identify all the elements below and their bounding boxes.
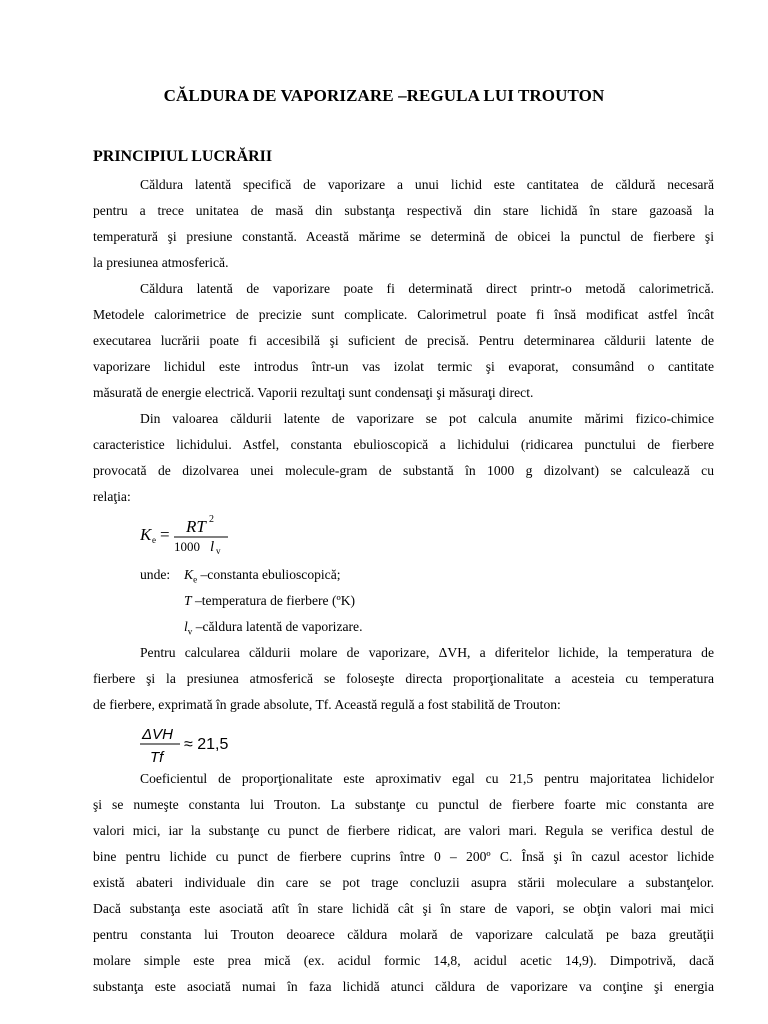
paragraph-line: Metodele calorimetrice de precizie sunt complicate. Calorimetrul poate fi însă modificat astfel încât [93,307,714,322]
paragraph-line: Coeficientul de proporţionalitate este aproximativ egal cu 21,5 pentru majoritatea lichidelor [140,771,714,786]
trouton-relation: ≈ 21,5 [184,736,229,753]
equation-numerator-sup: 2 [209,514,214,525]
paragraph-line: caracteristice lichidului. Astfel, constanta ebulioscopică a lichidului (ridicarea punctului de fierbere [93,437,714,452]
paragraph-line: provocată de dizolvarea unei molecule-gram de substantă în 1000 g dizolvant) se calculează cu [93,463,714,478]
legend-intro: unde: [140,567,171,582]
paragraph-line: bine pentru lichide cu punct de fierbere cuprins între 0 – 200º C. Însă şi în cazul acestor lichide [93,849,714,864]
legend-text: –căldura latentă de vaporizare. [195,619,363,634]
paragraph-line: Căldura latentă de vaporizare poate fi determinată direct printr-o metodă calorimetrică. [140,281,714,296]
legend-item [184,592,355,610]
legend-symbol-sub: e [193,574,198,585]
legend-item [184,566,341,584]
paragraph-line: Pentru calcularea căldurii molare de vaporizare, ΔVH, a diferitelor lichide, la temperatura de [140,645,714,660]
equation-denominator-var: l [210,539,215,555]
paragraph-line: pentru a trece unitatea de masă din substanţa respectivă din stare lichidă în stare gazoasă la [93,203,714,218]
paragraph-line: Din valoarea căldurii latente de vaporizare se pot calcula anumite mărimi fizico-chimice [140,411,714,426]
trouton-rule-equation [140,722,250,768]
paragraph-line: valori mici, iar la substanţe cu punct de fierbere ridicat, are valori mari. Regula se verifica destul de [93,823,714,838]
paragraph-line: Căldura latentă specifică de vaporizare a unui lichid este cantitatea de căldură necesară [140,177,714,192]
paragraph-line: pentru constanta lui Trouton deoarece căldura molară de vaporizare calculată pe baza greutăţii [93,927,714,942]
paragraph-line: de fierbere, exprimată în grade absolute, Tf. Această regulă a fost stabilită de Trouton: [93,697,561,712]
svg-text:=: = [160,525,170,544]
equation-numerator: RT [186,517,206,536]
paragraph-line: la presiunea atmosferică. [93,255,229,270]
equation-denominator-sub: v [216,546,221,556]
legend-symbol: l [184,619,188,634]
paragraph-line: relaţia: [93,489,131,504]
ebullioscopic-constant-equation [140,513,230,559]
paragraph-line: măsurată de energie electrică. Vaporii rezultaţi sunt condensaţi şi măsuraţi direct. [93,385,534,400]
paragraph-line: şi se numeşte constanta lui Trouton. La substanţe cu punctul de fierbere foarte mic constanta are [93,797,714,812]
legend-text: –temperatura de fierbere (ºK) [194,593,356,608]
section-heading: PRINCIPIUL LUCRĂRII [93,148,273,165]
equation-lhs: K [140,525,152,544]
paragraph-line: temperatură şi presiune constantă. Această mărime se determină de obicei la punctul de fierbere şi [93,229,714,244]
paragraph-line: substanţa este asociată numai în faza lichidă atunci căldura de vaporizare va conţine şi energia [93,979,714,994]
legend-item [184,618,363,636]
legend-symbol: K [184,567,194,582]
trouton-denominator: Tf [150,749,164,766]
legend-symbol: T [184,593,192,608]
equation-lhs-sub: e [152,535,156,545]
paragraph-line: vaporizare lichidul este introdus într-un vas izolat termic şi evaporat, consumând o cantitate [93,359,714,374]
paragraph-line: executarea lucrării poate fi accesibilă şi suficient de precisă. Pentru determinarea căldurii latente de [93,333,714,348]
equation-denominator: 1000 [174,539,200,554]
legend-text: –constanta ebulioscopică; [200,567,341,582]
paragraph-line: molare simple este prea mică (ex. acidul formic 14,8, acidul acetic 14,9). Dimpotrivă, dacă [93,953,714,968]
page-title: CĂLDURA DE VAPORIZARE –REGULA LUI TROUTON [163,86,605,105]
paragraph-line: există abateri individuale din care se pot trage concluzii asupra stării moleculare a substanţelor. [93,875,714,890]
paragraph-line: Dacă substanţa este asociată atît în stare lichidă cât şi în stare de vapori, se obţin valori mai mici [93,901,714,916]
trouton-numerator: ΔVH [142,726,173,743]
legend-symbol-sub: v [187,626,193,637]
paragraph-line: fierbere şi la presiunea atmosferică se foloseşte directa proporţionalitate a acesteia cu temperatura [93,671,714,686]
